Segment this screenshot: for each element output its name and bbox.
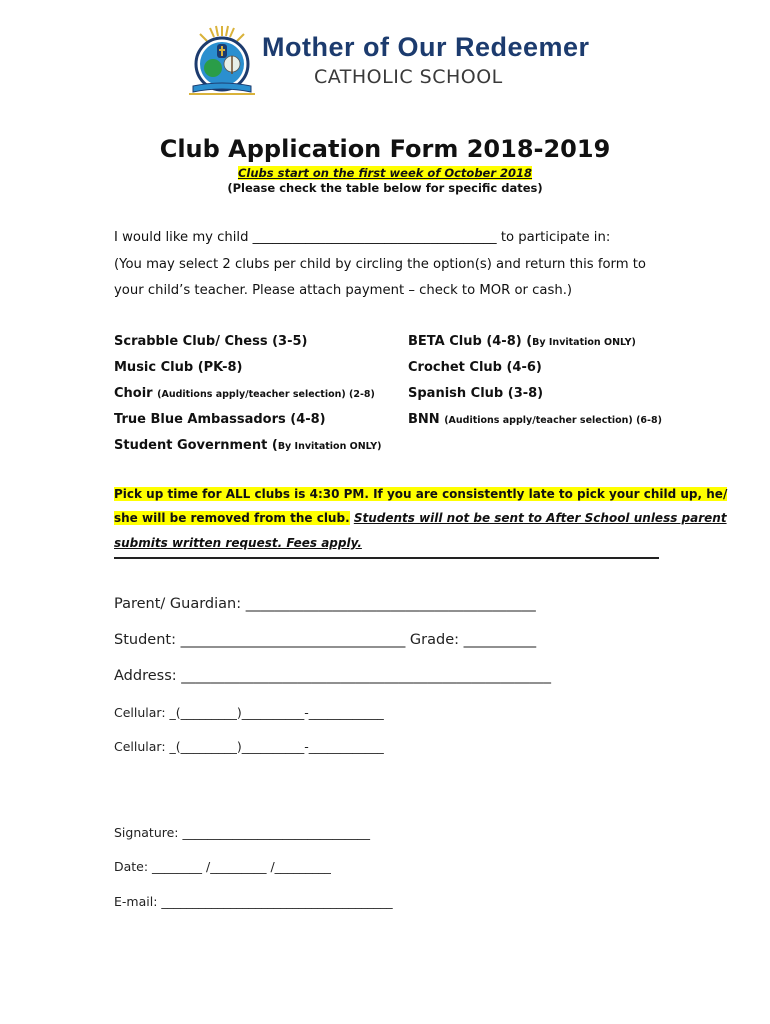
club-music: Music Club (PK-8) <box>114 360 243 375</box>
club-spanish: Spanish Club (3-8) <box>408 386 544 401</box>
form-subtitle-dates: (Please check the table below for specific dates) <box>227 181 543 195</box>
cellular-field-2[interactable]: Cellular: _(_________)__________-____________ <box>114 739 384 754</box>
date-field[interactable]: Date: ________ /_________ /_________ <box>114 859 331 874</box>
intro-line-3: your child’s teacher. Please attach payment – check to MOR or cash.) <box>114 283 573 298</box>
form-title: Club Application Form 2018-2019 <box>159 135 611 163</box>
email-field[interactable]: E-mail: _____________________________________ <box>114 894 393 909</box>
club-bnn: BNN (Auditions apply/teacher selection) (6-8) <box>408 412 662 427</box>
pickup-note-line-2: she will be removed from the club. Students will not be sent to After School unless parent <box>114 511 727 525</box>
club-scrabble-chess: Scrabble Club/ Chess (3-5) <box>114 334 308 349</box>
school-subtitle: CATHOLIC SCHOOL <box>314 66 503 88</box>
student-grade-field[interactable]: Student: _______________________________ Grade: __________ <box>114 632 537 648</box>
pickup-note-line-3: submits written request. Fees apply. <box>114 536 362 550</box>
school-name: Mother of Our Redeemer <box>262 32 590 62</box>
intro-line-1: I would like my child _____________________________________ to participate in: <box>114 230 611 245</box>
form-subtitle-start <box>0 166 770 180</box>
pickup-note-line-1: Pick up time for ALL clubs is 4:30 PM. If you are consistently late to pick your child up, he/ <box>114 487 728 501</box>
signature-field[interactable]: Signature: ______________________________ <box>114 825 370 840</box>
school-seal-logo <box>183 22 261 98</box>
intro-line-2: (You may select 2 clubs per child by circling the option(s) and return this form to <box>114 257 646 272</box>
club-beta: BETA Club (4-8) (By Invitation ONLY) <box>408 334 636 349</box>
club-true-blue: True Blue Ambassadors (4-8) <box>114 412 326 427</box>
club-crochet: Crochet Club (4-6) <box>408 360 542 375</box>
address-field[interactable]: Address: ___________________________________________________ <box>114 668 551 684</box>
parent-guardian-field[interactable]: Parent/ Guardian: ________________________________________ <box>114 596 536 612</box>
club-choir: Choir (Auditions apply/teacher selection) (2-8) <box>114 386 375 401</box>
club-student-government: Student Government (By Invitation ONLY) <box>114 438 382 453</box>
section-divider <box>114 557 659 559</box>
cellular-field-1[interactable]: Cellular: _(_________)__________-____________ <box>114 705 384 720</box>
highlighted-start-text: Clubs start on the first week of October 2018 <box>237 166 533 180</box>
